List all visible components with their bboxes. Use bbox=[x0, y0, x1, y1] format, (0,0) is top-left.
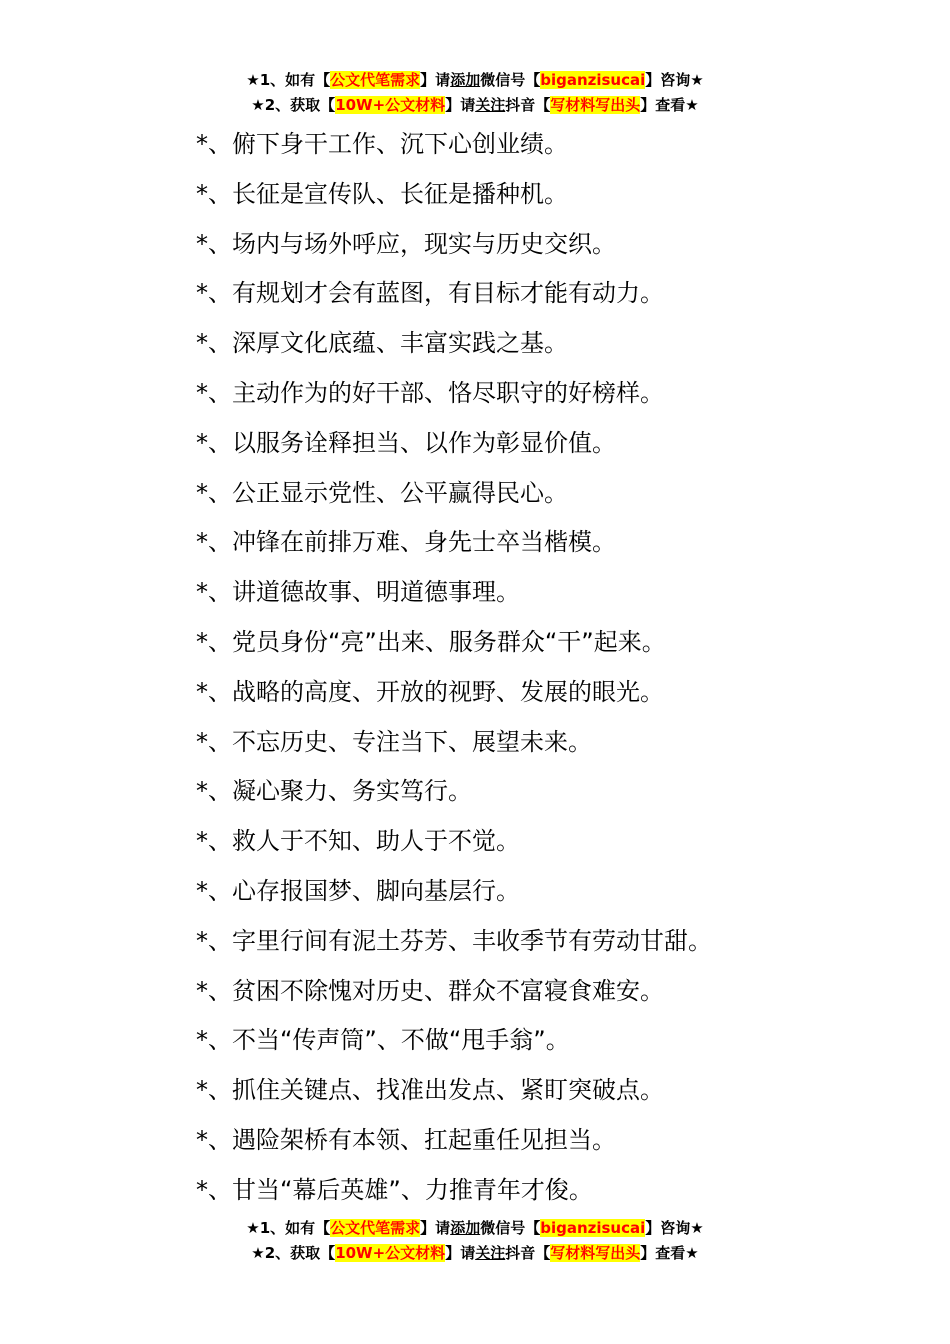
underlined-text: 添加 bbox=[450, 1219, 481, 1237]
banner-line-2 bbox=[0, 93, 950, 118]
footer-banner bbox=[0, 1216, 950, 1266]
highlight-service: 公文代笔需求 bbox=[330, 1219, 421, 1237]
highlight-service: 公文代笔需求 bbox=[330, 71, 421, 89]
list-item: *、贫困不除愧对历史、群众不富寝食难安。 bbox=[196, 976, 664, 1005]
list-item: *、不忘历史、专注当下、展望未来。 bbox=[196, 727, 592, 756]
banner-text: 微信号【 bbox=[480, 71, 541, 89]
banner-text: 】咨询★ bbox=[645, 71, 704, 89]
list-item: *、公正显示党性、公平赢得民心。 bbox=[196, 478, 568, 507]
banner-text: ★1、如有【 bbox=[246, 1219, 331, 1237]
banner-text: ★2、获取【 bbox=[251, 96, 336, 114]
banner-text: 】请 bbox=[445, 96, 476, 114]
list-item: *、讲道德故事、明道德事理。 bbox=[196, 578, 520, 607]
list-item: *、不当“传声筒”、不做“甩手翁”。 bbox=[196, 1026, 570, 1055]
list-item: *、心存报国梦、脚向基层行。 bbox=[196, 876, 520, 905]
header-banner bbox=[0, 68, 950, 118]
banner-text: ★1、如有【 bbox=[246, 71, 331, 89]
banner-line-2 bbox=[0, 1241, 950, 1266]
underlined-text: 关注 bbox=[475, 1244, 506, 1262]
list-item: *、遇险架桥有本领、扛起重任见担当。 bbox=[196, 1125, 616, 1154]
banner-text: 】请 bbox=[420, 71, 451, 89]
list-item: *、甘当“幕后英雄”、力推青年才俊。 bbox=[196, 1175, 593, 1204]
banner-line-1 bbox=[0, 68, 950, 93]
highlight-wechat-id: biganzisucai bbox=[540, 1219, 646, 1237]
banner-text: 】咨询★ bbox=[645, 1219, 704, 1237]
underlined-text: 添加 bbox=[450, 71, 481, 89]
list-item: *、场内与场外呼应，现实与历史交织。 bbox=[196, 229, 616, 258]
phrase-list bbox=[196, 120, 712, 1216]
list-item: *、抓住关键点、找准出发点、紧盯突破点。 bbox=[196, 1076, 664, 1105]
banner-line-1 bbox=[0, 1216, 950, 1241]
list-item: *、党员身份“亮”出来、服务群众“干”起来。 bbox=[196, 627, 666, 656]
list-item: *、救人于不知、助人于不觉。 bbox=[196, 827, 520, 856]
list-item: *、有规划才会有蓝图，有目标才能有动力。 bbox=[196, 279, 664, 308]
banner-text: ★2、获取【 bbox=[251, 1244, 336, 1262]
banner-text: 】请 bbox=[445, 1244, 476, 1262]
list-item: *、战略的高度、开放的视野、发展的眼光。 bbox=[196, 677, 664, 706]
highlight-wechat-id: biganzisucai bbox=[540, 71, 646, 89]
list-item: *、深厚文化底蕴、丰富实践之基。 bbox=[196, 329, 568, 358]
highlight-douyin-account: 写材料写出头 bbox=[550, 1244, 641, 1262]
highlight-douyin-account: 写材料写出头 bbox=[550, 96, 641, 114]
list-item: *、主动作为的好干部、恪尽职守的好榜样。 bbox=[196, 378, 664, 407]
highlight-materials: 10W+公文材料 bbox=[335, 1244, 446, 1262]
banner-text: 抖音【 bbox=[505, 96, 551, 114]
list-item: *、字里行间有泥土芬芳、丰收季节有劳动甘甜。 bbox=[196, 926, 712, 955]
banner-text: 】查看★ bbox=[640, 1244, 699, 1262]
list-item: *、以服务诠释担当、以作为彰显价值。 bbox=[196, 428, 616, 457]
list-item: *、长征是宣传队、长征是播种机。 bbox=[196, 179, 568, 208]
banner-text: 】查看★ bbox=[640, 96, 699, 114]
underlined-text: 关注 bbox=[475, 96, 506, 114]
highlight-materials: 10W+公文材料 bbox=[335, 96, 446, 114]
banner-text: 】请 bbox=[420, 1219, 451, 1237]
banner-text: 抖音【 bbox=[505, 1244, 551, 1262]
list-item: *、俯下身干工作、沉下心创业绩。 bbox=[196, 130, 568, 158]
banner-text: 微信号【 bbox=[480, 1219, 541, 1237]
list-item: *、冲锋在前排万难、身先士卒当楷模。 bbox=[196, 528, 616, 557]
list-item: *、凝心聚力、务实笃行。 bbox=[196, 777, 472, 806]
